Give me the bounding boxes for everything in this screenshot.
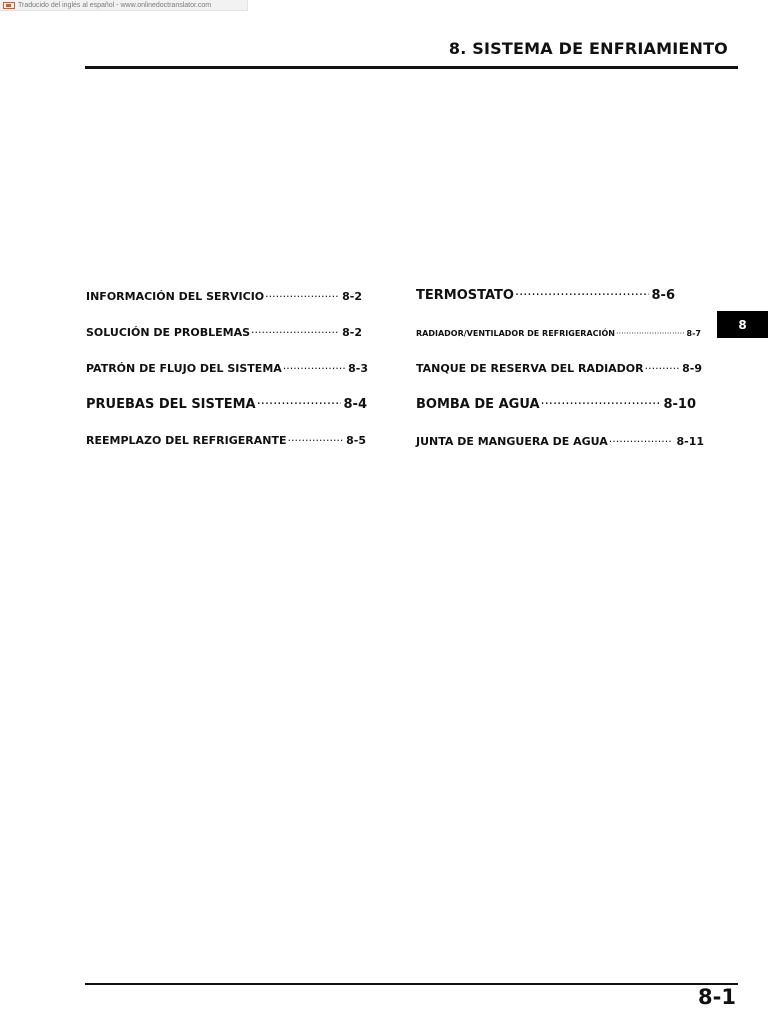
toc-entry-page: 8-2 bbox=[342, 290, 362, 303]
toc-entry-bomba-agua[interactable] bbox=[416, 397, 696, 412]
toc-leader-dots bbox=[616, 329, 684, 338]
toc-leader-dots bbox=[609, 435, 674, 448]
header-rule bbox=[85, 66, 738, 69]
toc-entry-page: 8-5 bbox=[346, 434, 366, 447]
toc-entry-solucion-problemas[interactable] bbox=[86, 326, 362, 339]
toc-leader-dots bbox=[265, 290, 339, 303]
toc-entry-page: 8-9 bbox=[682, 362, 702, 375]
toc-leader-dots bbox=[515, 288, 649, 303]
footer-rule bbox=[85, 983, 738, 985]
toc-entry-page: 8-4 bbox=[343, 397, 367, 412]
toc-entry-title: REEMPLAZO DEL REFRIGERANTE bbox=[86, 434, 287, 447]
toc-entry-page: 8-6 bbox=[651, 288, 675, 303]
toc-leader-dots bbox=[257, 397, 341, 412]
page-number: 8-1 bbox=[698, 985, 736, 1009]
chapter-tab-marker: 8 bbox=[717, 311, 768, 338]
toc-entry-title: RADIADOR/VENTILADOR DE REFRIGERACIÓN bbox=[416, 329, 615, 338]
toc-entry-title: PATRÓN DE FLUJO DEL SISTEMA bbox=[86, 362, 282, 375]
toc-entry-patron-flujo[interactable] bbox=[86, 362, 368, 375]
toc-entry-termostato[interactable] bbox=[416, 288, 675, 303]
toc-entry-informacion-servicio[interactable] bbox=[86, 290, 362, 303]
toc-entry-page: 8-10 bbox=[663, 397, 696, 412]
translator-notice-text[interactable]: Traducido del inglés al español - www.onlinedoctranslator.com bbox=[18, 1, 212, 9]
translator-logo-icon bbox=[3, 2, 15, 9]
toc-entry-title: TANQUE DE RESERVA DEL RADIADOR bbox=[416, 362, 644, 375]
toc-leader-dots bbox=[645, 362, 679, 375]
toc-entry-pruebas-sistema[interactable] bbox=[86, 397, 367, 412]
toc-leader-dots bbox=[287, 434, 343, 447]
toc-entry-tanque-reserva[interactable] bbox=[416, 362, 702, 375]
toc-leader-dots bbox=[283, 362, 345, 375]
toc-leader-dots bbox=[541, 397, 661, 412]
toc-entry-reemplazo-refrigerante[interactable] bbox=[86, 434, 366, 447]
toc-entry-title: PRUEBAS DEL SISTEMA bbox=[86, 397, 256, 412]
translator-notice-bar[interactable] bbox=[0, 0, 248, 11]
toc-entry-radiador-ventilador[interactable] bbox=[416, 329, 701, 338]
toc-entry-junta-manguera[interactable] bbox=[416, 435, 704, 448]
toc-entry-title: INFORMACIÓN DEL SERVICIO bbox=[86, 290, 265, 303]
toc-entry-page: 8-2 bbox=[342, 326, 362, 339]
toc-entry-page: 8-3 bbox=[348, 362, 368, 375]
toc-entry-title: SOLUCIÓN DE PROBLEMAS bbox=[86, 326, 251, 339]
toc-entry-page: 8-7 bbox=[686, 329, 701, 338]
toc-leader-dots bbox=[251, 326, 339, 339]
chapter-title: 8. SISTEMA DE ENFRIAMIENTO bbox=[448, 39, 728, 58]
toc-entry-page: 8-11 bbox=[676, 435, 704, 448]
toc-entry-title: JUNTA DE MANGUERA DE AGUA bbox=[416, 435, 608, 448]
toc-entry-title: BOMBA DE AGUA bbox=[416, 397, 540, 412]
toc-entry-title: TERMOSTATO bbox=[416, 288, 514, 303]
